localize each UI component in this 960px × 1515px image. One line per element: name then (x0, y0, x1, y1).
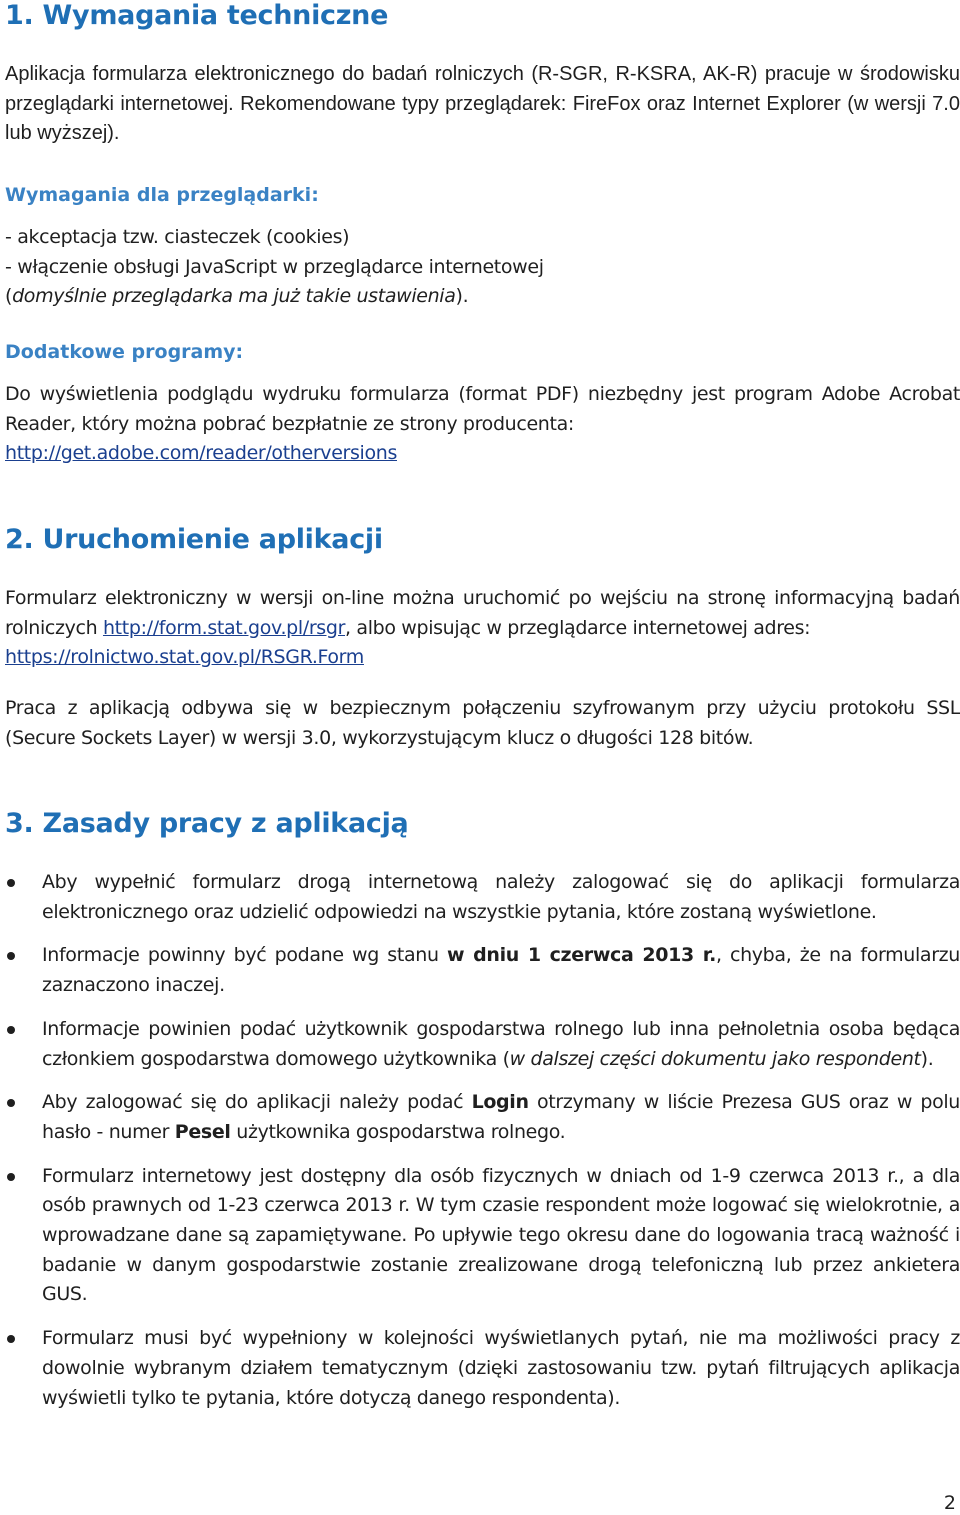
requirement-default-note-text: domyślnie przeglądarka ma już takie ustawienia (12, 285, 456, 308)
list-item: Aby wypełnić formularz drogą internetową należy zalogować się do aplikacji formularza elektronicznego oraz udzielić odpowiedzi na wszystkie pytania, które zostaną wyświetlone. (5, 868, 960, 927)
section2-p1-text-a: Formularz elektroniczny w wersji on-line można uruchomić po wejściu na stronę informacyjną badań rolniczych (5, 587, 960, 639)
requirement-javascript: - włączenie obsługi JavaScript w przeglądarce internetowej (5, 255, 544, 278)
extra-programs-description: Do wyświetlenia podglądu wydruku formularza (format PDF) niezbędny jest program Adobe Acrobat Reader, który można pobrać bezpłatnie ze strony producenta: (5, 383, 960, 435)
bullet-icon (7, 1335, 15, 1343)
bullet-icon (7, 1026, 15, 1034)
rules-list (5, 868, 960, 1413)
bullet-icon (7, 879, 15, 887)
extra-programs-heading: Dodatkowe programy: (5, 341, 244, 363)
browser-requirements-heading: Wymagania dla przeglądarki: (5, 184, 319, 206)
adobe-reader-link[interactable]: http://get.adobe.com/reader/otherversions (5, 442, 397, 465)
bullet-icon (7, 952, 15, 960)
requirement-cookies: - akceptacja tzw. ciasteczek (cookies) (5, 226, 350, 248)
section2-paragraph2: Praca z aplikacją odbywa się w bezpiecznym połączeniu szyfrowanym przy użyciu protokołu SSL (Secure Sockets Layer) w wersji 3.0, wykorzystującym klucz o długości 128 bitów. (5, 697, 960, 749)
form-stat-link[interactable]: http://form.stat.gov.pl/rsgr (102, 616, 346, 639)
requirement-default-note: (domyślnie przeglądarka ma już takie ustawienia). (5, 285, 469, 308)
section3-heading: 3. Zasady pracy z aplikacją (5, 808, 409, 839)
section2-heading: 2. Uruchomienie aplikacji (5, 524, 383, 555)
bullet-icon (7, 1173, 15, 1181)
rolnictwo-stat-link[interactable]: https://rolnictwo.stat.gov.pl/RSGR.Form (5, 646, 364, 669)
section1-intro: Aplikacja formularza elektronicznego do badań rolniczych (R-SGR, R-KSRA, AK-R) pracuje w środowisku przeglądarki internetowej. Rekomendowane typy przeglądarek: FireFox oraz Internet Explorer (w wersji 7.0 lub wyższej). (5, 63, 960, 145)
section2-p1-text-b: , albo wpisując w przeglądarce internetowej adres: (345, 616, 811, 639)
list-item: Informacje powinny być podane wg stanu w dniu 1 czerwca 2013 r., chyba, że na formularzu zaznaczono inaczej. (5, 941, 960, 1000)
list-item: Formularz internetowy jest dostępny dla osób fizycznych w dniach od 1-9 czerwca 2013 r., a dla osób prawnych od 1-23 czerwca 2013 r. W tym czasie respondent może logować się wielokrotnie, a wprowadzane dane są zapamiętywane. Po upływie tego okresu dane do logowania tracą ważność i badanie w danym gospodarstwie zostanie zrealizowane drogą telefoniczną lub przez ankietera GUS. (5, 1162, 960, 1311)
browser-requirements-list (5, 223, 960, 312)
bullet-icon (7, 1099, 15, 1107)
extra-programs-text (5, 380, 960, 469)
section1-heading: 1. Wymagania techniczne (5, 0, 389, 31)
list-item: Aby zalogować się do aplikacji należy podać Login otrzymany w liście Prezesa GUS oraz w polu hasło - numer Pesel użytkownika gospodarstwa rolnego. (5, 1088, 960, 1147)
page-number: 2 (943, 1492, 956, 1514)
list-item: Informacje powinien podać użytkownik gospodarstwa rolnego lub inna pełnoletnia osoba będąca członkiem gospodarstwa domowego użytkownika (w dalszej części dokumentu jako respondent). (5, 1015, 960, 1074)
section2-paragraph1 (5, 584, 960, 673)
list-item: Formularz musi być wypełniony w kolejności wyświetlanych pytań, nie ma możliwości pracy z dowolnie wybranym działem tematycznym (dzięki zastosowaniu tzw. pytań filtrujących aplikacja wyświetli tylko te pytania, które dotyczą danego respondenta). (5, 1324, 960, 1413)
